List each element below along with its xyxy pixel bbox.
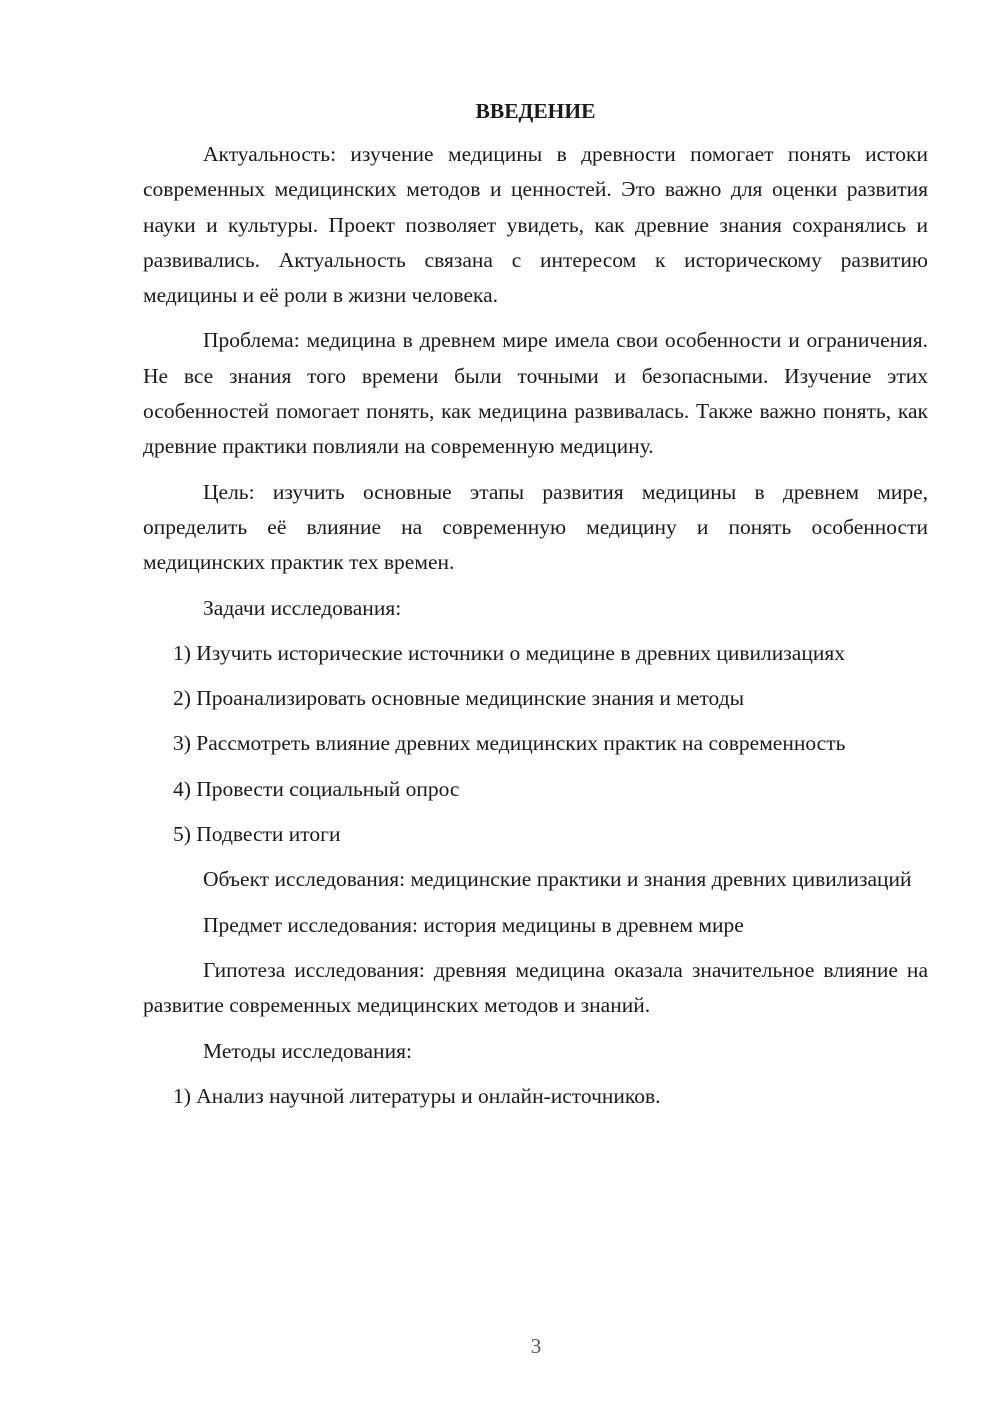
- hypothesis-paragraph: Гипотеза исследования: древняя медицина оказала значительное влияние на развитие современных медицинских методов и знаний.: [143, 957, 928, 1018]
- methods-heading: Методы исследования:: [203, 1038, 412, 1063]
- object-paragraph: Объект исследования: медицинские практики и знания древних цивилизаций: [203, 867, 912, 892]
- goal-paragraph: Цель: изучить основные этапы развития медицины в древнем мире, определить её влияние на современную медицину и понять особенности медицинских практик тех времен.: [143, 479, 928, 575]
- page-title: ВВЕДЕНИЕ: [475, 99, 596, 123]
- task-item-5: 5) Подвести итоги: [173, 822, 341, 847]
- method-item-1: 1) Анализ научной литературы и онлайн-источников.: [173, 1083, 661, 1108]
- document-page: [143, 96, 928, 1124]
- tasks-heading: Задачи исследования:: [203, 595, 402, 620]
- task-item-1: 1) Изучить исторические источники о медицине в древних цивилизациях: [173, 640, 845, 665]
- subject-paragraph: Предмет исследования: история медицины в древнем мире: [203, 912, 744, 937]
- task-item-2: 2) Проанализировать основные медицинские знания и методы: [173, 686, 745, 711]
- problem-paragraph: Проблема: медицина в древнем мире имела свои особенности и ограничения. Не все знания того времени были точными и безопасными. Изучение этих особенностей помогает понять, как медицина развивалась. Также важно понять, как древние практики повлияли на современную медицину.: [143, 328, 928, 459]
- relevance-paragraph: Актуальность: изучение медицины в древности помогает понять истоки современных медицинских методов и ценностей. Это важно для оценки развития науки и культуры. Проект позволяет увидеть, как древние знания сохранялись и развивались. Актуальность связана с интересом к историческому развитию медицины и её роли в жизни человека.: [143, 142, 928, 308]
- page-number: 3: [530, 1334, 542, 1358]
- task-item-3: 3) Рассмотреть влияние древних медицинских практик на современность: [173, 731, 846, 756]
- task-item-4: 4) Провести социальный опрос: [173, 776, 460, 801]
